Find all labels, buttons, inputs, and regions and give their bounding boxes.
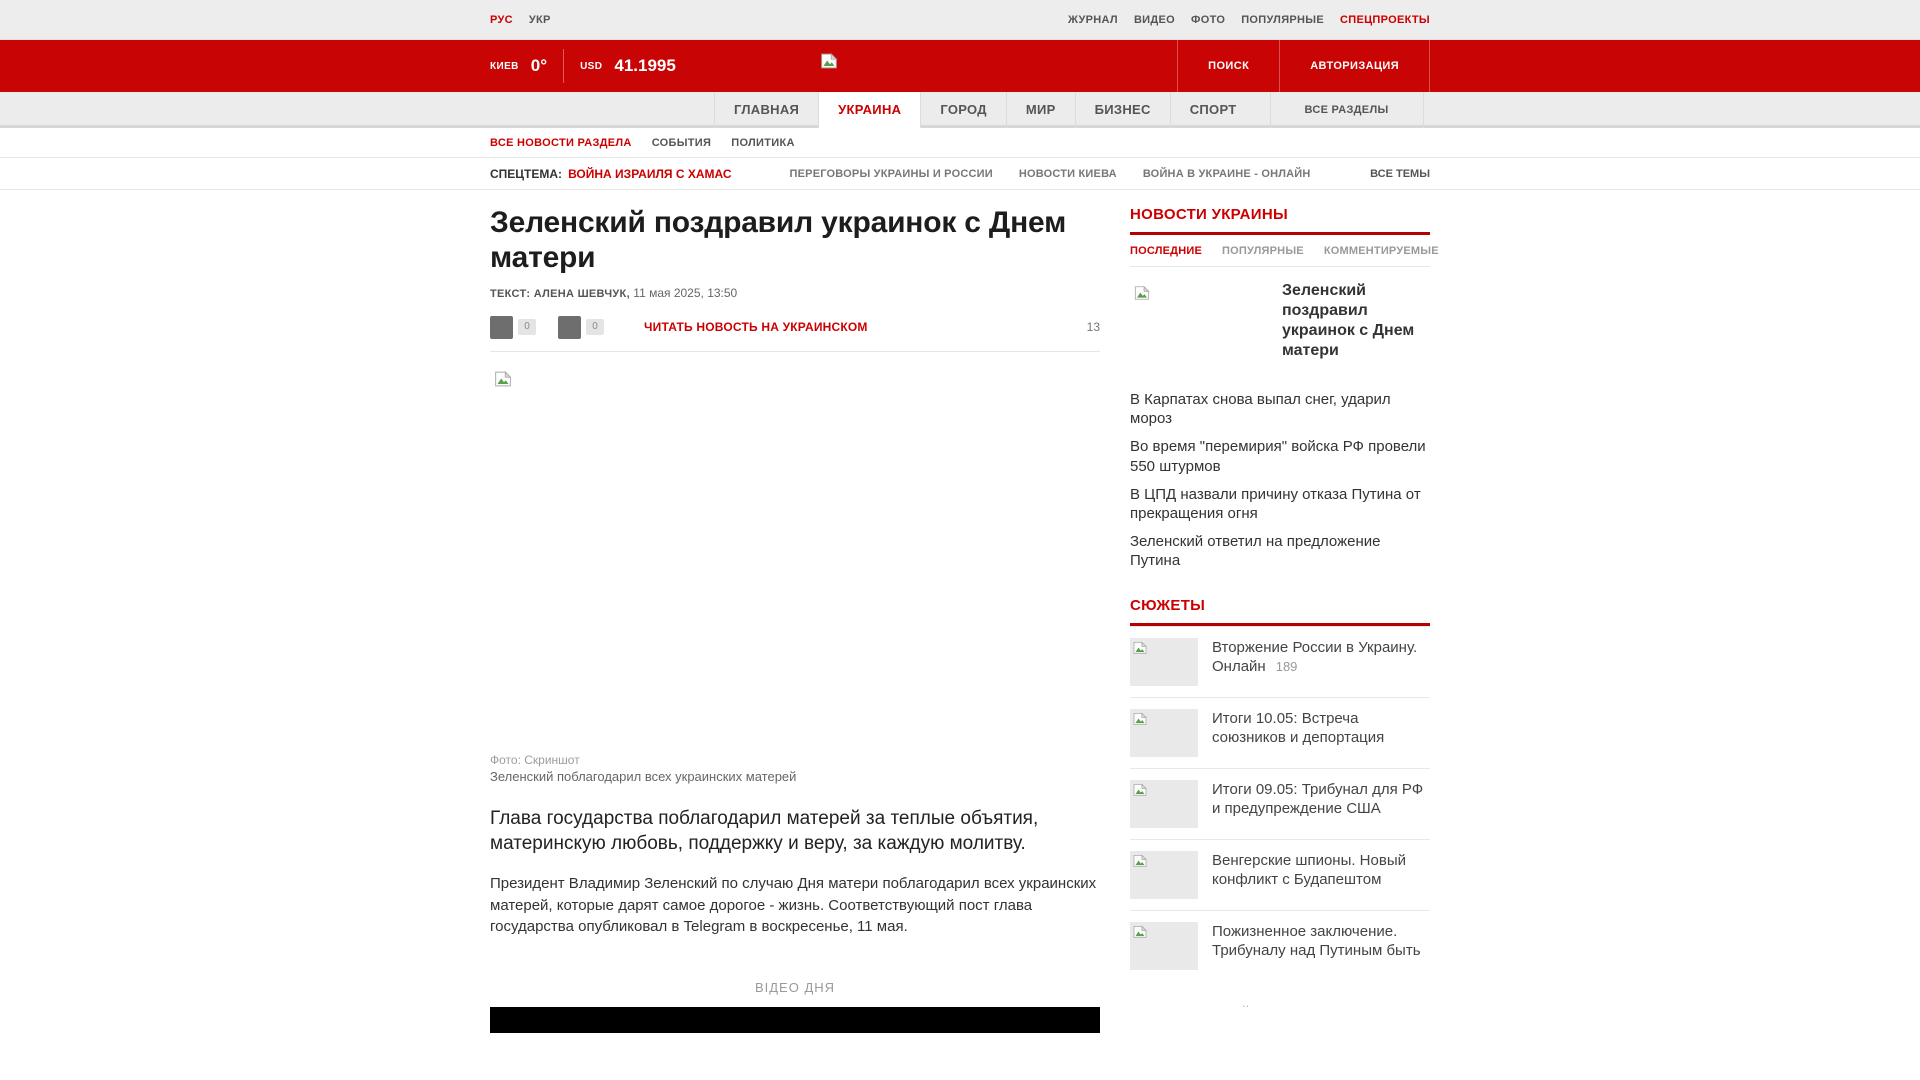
top-bar <box>0 0 1920 40</box>
spectema-label: СПЕЦТЕМА: <box>490 166 563 181</box>
featured-thumbnail <box>1130 281 1270 381</box>
search-button[interactable]: ПОИСК <box>1208 60 1250 72</box>
topic-item[interactable] <box>1130 910 1430 981</box>
share-count-2: 0 <box>586 319 604 335</box>
topic-item[interactable] <box>1130 697 1430 768</box>
sidebar <box>1130 206 1439 1033</box>
top-link-specprojects[interactable]: СПЕЦПРОЕКТЫ <box>1340 13 1430 26</box>
broken-image-icon <box>818 50 840 72</box>
topics-section <box>1130 597 1430 1010</box>
weather-city[interactable]: КИЕВ <box>490 60 519 72</box>
divider <box>490 351 1100 352</box>
photo-credit: Фото: Скриншот <box>490 752 580 767</box>
subnav-events[interactable]: СОБЫТИЯ <box>651 136 712 149</box>
topic-thumbnail <box>1130 638 1198 686</box>
featured-title[interactable]: Зеленский поздравил украинок с Днем матери <box>1282 282 1415 359</box>
topic-count: 189 <box>1275 659 1298 674</box>
spectema-highlight-link[interactable]: ВОЙНА ИЗРАИЛЯ С ХАМАС <box>568 166 732 181</box>
language-switcher <box>490 14 551 26</box>
spectema-link-negotiations[interactable]: ПЕРЕГОВОРЫ УКРАИНЫ И РОССИИ <box>789 167 993 180</box>
share-count-1: 0 <box>518 319 536 335</box>
site-header <box>0 40 1920 92</box>
nav-tab-city[interactable]: ГОРОД <box>920 92 1006 128</box>
broken-image-icon <box>1131 710 1149 728</box>
nav-tab-ukraine[interactable]: УКРАИНА <box>818 92 920 128</box>
share-row <box>490 316 1100 339</box>
broken-image-icon <box>1131 852 1149 870</box>
header-divider <box>563 49 564 83</box>
topic-link[interactable]: Итоги 09.05: Трибунал для РФ и предупреждение США <box>1212 780 1424 817</box>
photo-caption: Зеленский поблагодарил всех украинских матерей <box>490 768 797 784</box>
lang-rus-link[interactable]: РУС <box>490 13 513 26</box>
main-navigation <box>0 92 1920 128</box>
subnav-all-news[interactable]: ВСЕ НОВОСТИ РАЗДЕЛА <box>490 136 632 149</box>
site-logo[interactable] <box>818 50 840 77</box>
list-item <box>1130 437 1430 475</box>
broken-image-icon <box>1132 283 1152 303</box>
latest-news-link[interactable]: В ЦПД назвали причину отказа Путина от прекращения огня <box>1130 485 1421 522</box>
read-in-ukrainian-link[interactable]: ЧИТАТЬ НОВОСТЬ НА УКРАИНСКОМ <box>644 320 868 335</box>
broken-image-icon <box>1131 923 1149 941</box>
spectema-link-kyiv-news[interactable]: НОВОСТИ КИЕВА <box>1018 167 1117 180</box>
weather-temperature: 0° <box>530 56 548 75</box>
topic-link[interactable]: Венгерские шпионы. Новый конфликт с Будапештом <box>1212 851 1406 888</box>
byline-author: ТЕКСТ: АЛЕНА ШЕВЧУК, <box>490 287 630 300</box>
nav-tab-business[interactable]: БИЗНЕС <box>1075 92 1170 128</box>
sidebar-tab-commented[interactable]: КОММЕНТИРУЕМЫЕ <box>1323 245 1439 257</box>
top-link-photo[interactable]: ФОТО <box>1191 13 1226 26</box>
nav-tab-world[interactable]: МИР <box>1006 92 1075 128</box>
latest-news-link[interactable]: Зеленский ответил на предложение Путина <box>1130 533 1381 570</box>
header-separator <box>1429 40 1430 92</box>
list-item <box>1130 532 1430 570</box>
comments-count[interactable]: 13 <box>1086 320 1100 335</box>
byline-date: 11 мая 2025, 13:50 <box>633 285 738 300</box>
spectema-all-topics[interactable]: ВСЕ ТЕМЫ <box>1370 167 1430 180</box>
latest-news-list <box>1130 390 1430 571</box>
topic-item[interactable] <box>1130 768 1430 839</box>
video-of-day-label: ВІДЕО ДНЯ <box>754 980 836 996</box>
latest-news-link[interactable]: В Карпатах снова выпал снег, ударил мороз <box>1130 391 1391 428</box>
special-topics-bar <box>0 158 1920 190</box>
sidebar-featured-item[interactable] <box>1130 281 1430 381</box>
topic-link[interactable]: Вторжение России в Украину. Онлайн 189 <box>1212 638 1418 675</box>
topic-link[interactable]: Итоги 10.05: Встреча союзников и депортация <box>1212 709 1385 746</box>
topic-thumbnail <box>1130 922 1198 970</box>
nav-tab-sport[interactable]: СПОРТ <box>1170 92 1256 128</box>
sidebar-topics-header: СЮЖЕТЫ <box>1130 597 1430 626</box>
broken-image-icon <box>1131 639 1149 657</box>
nav-all-sections[interactable]: ВСЕ РАЗДЕЛЫ <box>1270 92 1424 128</box>
sidebar-tab-latest[interactable]: ПОСЛЕДНИЕ <box>1130 245 1203 257</box>
article-lead: Глава государства поблагодарил матерей за теплые объятия, материнскую любовь, поддержку и веру, за каждую молитву. <box>490 807 1039 855</box>
latest-news-link[interactable]: Во время "перемирия" войска РФ провели 550 штурмов <box>1130 438 1426 475</box>
sidebar-ellipsis: .. <box>1242 994 1250 1010</box>
top-link-popular[interactable]: ПОПУЛЯРНЫЕ <box>1241 13 1324 26</box>
topic-item[interactable] <box>1130 839 1430 910</box>
top-links <box>1068 14 1430 26</box>
spectema-link-war-online[interactable]: ВОЙНА В УКРАИНЕ - ОНЛАЙН <box>1142 167 1311 180</box>
share-button-2[interactable] <box>558 316 581 339</box>
lang-ukr-link[interactable]: УКР <box>528 13 551 26</box>
list-item <box>1130 390 1430 428</box>
topic-thumbnail <box>1130 851 1198 899</box>
authorization-button[interactable]: АВТОРИЗАЦИЯ <box>1310 60 1399 72</box>
currency-rate: 41.1995 <box>614 56 676 75</box>
article-byline <box>490 286 1100 300</box>
share-button-1[interactable] <box>490 316 513 339</box>
top-link-journal[interactable]: ЖУРНАЛ <box>1068 13 1118 26</box>
article-image-placeholder <box>490 362 1100 747</box>
video-player[interactable] <box>490 1007 1100 1033</box>
top-link-video[interactable]: ВИДЕО <box>1133 13 1176 26</box>
article-body: Президент Владимир Зеленский по случаю Дня матери поблагодарил всех украинских матерей, которые дарят самое дорогое - жизнь. Соответствующий пост глава государства опубликовал в Telegram в воскресенье, 11 мая. <box>490 874 1097 936</box>
topic-thumbnail <box>1130 709 1198 757</box>
article-title: Зеленский поздравил украинок с Днем матери <box>490 206 1067 274</box>
broken-image-icon <box>1131 781 1149 799</box>
topic-thumbnail <box>1130 780 1198 828</box>
article-column <box>490 206 1100 1033</box>
subnav-politics[interactable]: ПОЛИТИКА <box>731 136 795 149</box>
sidebar-tab-popular[interactable]: ПОПУЛЯРНЫЕ <box>1222 245 1304 257</box>
topic-link[interactable]: Пожизненное заключение. Трибуналу над Путиным быть <box>1212 922 1421 959</box>
nav-tab-home[interactable]: ГЛАВНАЯ <box>714 92 818 128</box>
list-item <box>1130 485 1430 523</box>
sidebar-tabs <box>1130 235 1439 267</box>
section-subnav <box>0 128 1920 158</box>
broken-image-icon <box>492 368 514 390</box>
sidebar-news-header: НОВОСТИ УКРАИНЫ <box>1130 206 1430 235</box>
currency-code[interactable]: USD <box>580 60 603 72</box>
topic-item[interactable] <box>1130 626 1430 697</box>
